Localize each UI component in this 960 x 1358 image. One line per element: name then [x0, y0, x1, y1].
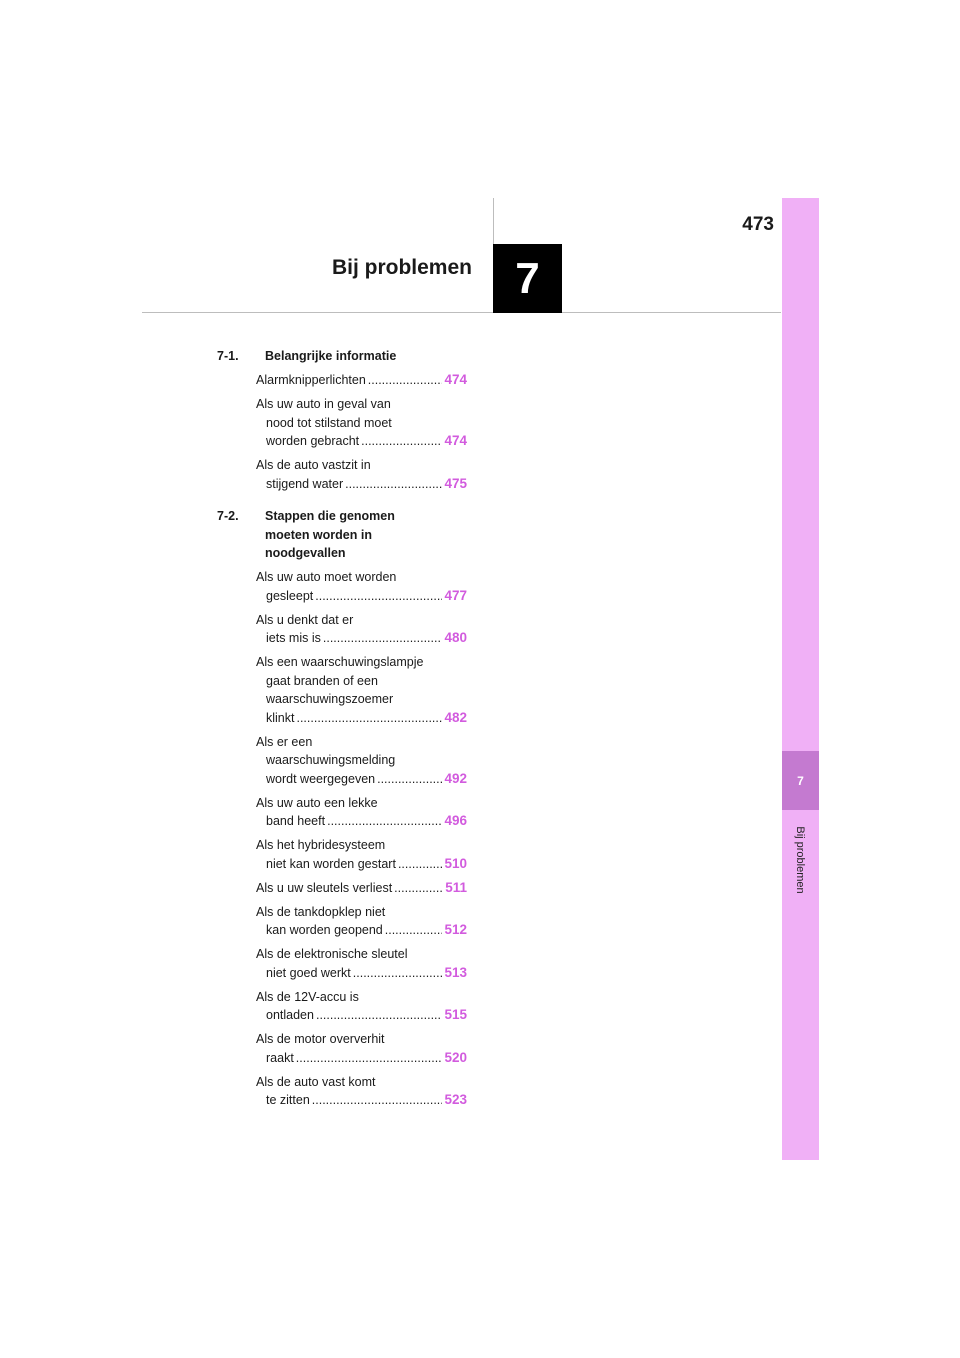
toc-entry-last-line	[256, 879, 467, 898]
toc-entry-last-line	[256, 921, 467, 940]
toc-entry[interactable]	[256, 945, 467, 982]
toc-section-title-line: Stappen die genomen	[265, 509, 395, 523]
chapter-tab-label: Bij problemen	[794, 826, 806, 894]
toc-entry-line: waarschuwingsmelding	[266, 753, 396, 767]
toc-entry-text: iets mis is	[266, 631, 321, 645]
toc-leader-dots	[353, 964, 443, 983]
chapter-title: Bij problemen	[331, 256, 472, 279]
toc-entry-last-line	[256, 709, 467, 728]
toc-leader-dots	[315, 587, 442, 606]
toc-entry[interactable]	[256, 395, 467, 451]
toc-entry-last-line	[256, 432, 467, 451]
toc-entry-line: Als uw auto moet worden	[256, 570, 397, 584]
toc-section-number: 7-2.	[217, 509, 239, 523]
toc-entry-text: Alarmknipperlichten	[256, 373, 366, 387]
toc-leader-dots	[394, 879, 443, 898]
toc-entry-line: Als de auto vastzit in	[256, 458, 371, 472]
toc-leader-dots	[316, 1006, 443, 1025]
toc-section	[217, 347, 467, 366]
toc-entry[interactable]	[256, 1030, 467, 1067]
toc-entry-last-line	[256, 587, 467, 606]
toc-entry-line: Als het hybridesysteem	[256, 838, 386, 852]
toc-page-link[interactable]: 511	[445, 879, 467, 895]
chapter-tab-active[interactable]: 7	[782, 751, 819, 810]
toc-entry-line: Als de elektronische sleutel	[256, 947, 408, 961]
toc-entry-last-line	[256, 1049, 467, 1068]
chapter-tab-strip	[782, 198, 819, 1160]
toc-leader-dots	[368, 371, 443, 390]
toc-entry[interactable]	[256, 611, 467, 648]
toc-entry-line: Als de tankdopklep niet	[256, 904, 386, 919]
toc-entry-line: Als de 12V-accu is	[256, 989, 359, 1004]
toc-entry[interactable]	[256, 456, 467, 493]
toc-leader-dots	[377, 770, 442, 789]
toc-entry-last-line	[256, 812, 467, 831]
toc-entry[interactable]	[256, 836, 467, 873]
toc-page-link[interactable]: 512	[444, 922, 467, 937]
toc-section-title	[265, 347, 467, 366]
toc-entry-line: Als de auto vast komt	[256, 1074, 376, 1089]
toc-entry-last-line	[256, 770, 467, 789]
toc-entry-text: raakt	[266, 1050, 294, 1065]
toc-entry-text: kan worden geopend	[266, 923, 383, 937]
toc-entry-last-line	[256, 1006, 467, 1025]
toc-entry-last-line	[256, 475, 467, 494]
toc-leader-dots	[345, 475, 442, 494]
toc-entry-text: ontladen	[266, 1008, 314, 1022]
toc-page-link[interactable]: 520	[444, 1049, 467, 1065]
toc-entry-line: Als een waarschuwingslampje	[256, 655, 424, 669]
toc-leader-dots	[398, 855, 443, 874]
toc-leader-dots	[385, 921, 443, 940]
toc-entry[interactable]	[256, 1073, 467, 1110]
toc-entry-line: waarschuwingszoemer	[266, 692, 394, 706]
toc-page-link[interactable]: 480	[444, 630, 467, 645]
toc-leader-dots	[296, 709, 442, 728]
toc-entry-last-line	[256, 629, 467, 648]
toc-entry[interactable]	[256, 794, 467, 831]
toc-leader-dots	[323, 629, 443, 648]
toc-entry-text: niet goed werkt	[266, 965, 351, 980]
chapter-number-box: 7	[493, 244, 562, 313]
toc-entry-last-line	[256, 1091, 467, 1110]
toc-entry-line: nood tot stilstand moet	[266, 415, 392, 430]
toc-entry-last-line	[256, 855, 467, 874]
toc-page-link[interactable]: 513	[444, 964, 467, 980]
toc-page-link[interactable]: 515	[444, 1007, 467, 1022]
toc-page-link[interactable]: 523	[444, 1092, 467, 1107]
toc-page-link[interactable]: 474	[444, 433, 467, 448]
toc-entry-line: Als de motor oververhit	[256, 1032, 385, 1046]
toc-section	[217, 507, 467, 563]
toc-section-title-line: moeten worden in	[265, 527, 372, 542]
toc-entry[interactable]	[256, 988, 467, 1025]
toc-leader-dots	[312, 1091, 443, 1110]
header-divider-horizontal	[142, 312, 781, 313]
toc-entry-line: Als u denkt dat er	[256, 612, 354, 627]
toc-entry-text: niet kan worden gestart	[266, 856, 396, 871]
toc-entry-last-line	[256, 964, 467, 983]
toc-leader-dots	[327, 812, 442, 831]
toc-entry[interactable]	[256, 371, 467, 390]
toc-page-link[interactable]: 492	[444, 770, 467, 786]
toc-entry-line: gaat branden of een	[266, 673, 378, 688]
toc-entry-text: Als u uw sleutels verliest	[256, 880, 393, 895]
toc-entry-text: wordt weergegeven	[266, 771, 376, 786]
toc-section-title-line: Belangrijke informatie	[265, 349, 397, 363]
toc-page-link[interactable]: 475	[444, 475, 467, 491]
toc-entry[interactable]	[256, 879, 467, 898]
toc-entry-last-line	[256, 371, 467, 390]
toc-page-link[interactable]: 510	[444, 855, 467, 871]
toc-section-title	[265, 507, 467, 563]
toc-entry-text: worden gebracht	[266, 434, 360, 448]
toc-page-link[interactable]: 496	[444, 813, 467, 828]
toc-entry[interactable]	[256, 653, 467, 727]
toc-entry[interactable]	[256, 903, 467, 940]
toc-entry-text: band heeft	[266, 814, 326, 828]
header-divider-vertical	[493, 198, 494, 244]
toc-entry-line: Als uw auto een lekke	[256, 795, 378, 810]
toc-page-link[interactable]: 482	[444, 709, 467, 725]
toc-page-link[interactable]: 477	[444, 587, 467, 603]
toc-leader-dots	[296, 1049, 443, 1068]
toc-entry-text: gesleept	[266, 588, 314, 603]
table-of-contents	[217, 347, 467, 1110]
toc-entry[interactable]	[256, 733, 467, 789]
toc-entry-line: Als uw auto in geval van	[256, 397, 391, 411]
toc-section-title-line: noodgevallen	[265, 546, 346, 560]
toc-section-number: 7-1.	[217, 349, 239, 363]
toc-entry-text: te zitten	[266, 1093, 310, 1107]
toc-entry-text: stijgend water	[266, 476, 344, 491]
toc-entry[interactable]	[256, 568, 467, 605]
toc-entry-line: Als er een	[256, 734, 313, 749]
toc-leader-dots	[361, 432, 442, 451]
toc-page-link[interactable]: 474	[444, 372, 467, 387]
toc-entry-text: klinkt	[266, 710, 295, 725]
page-number: 473	[742, 214, 774, 235]
